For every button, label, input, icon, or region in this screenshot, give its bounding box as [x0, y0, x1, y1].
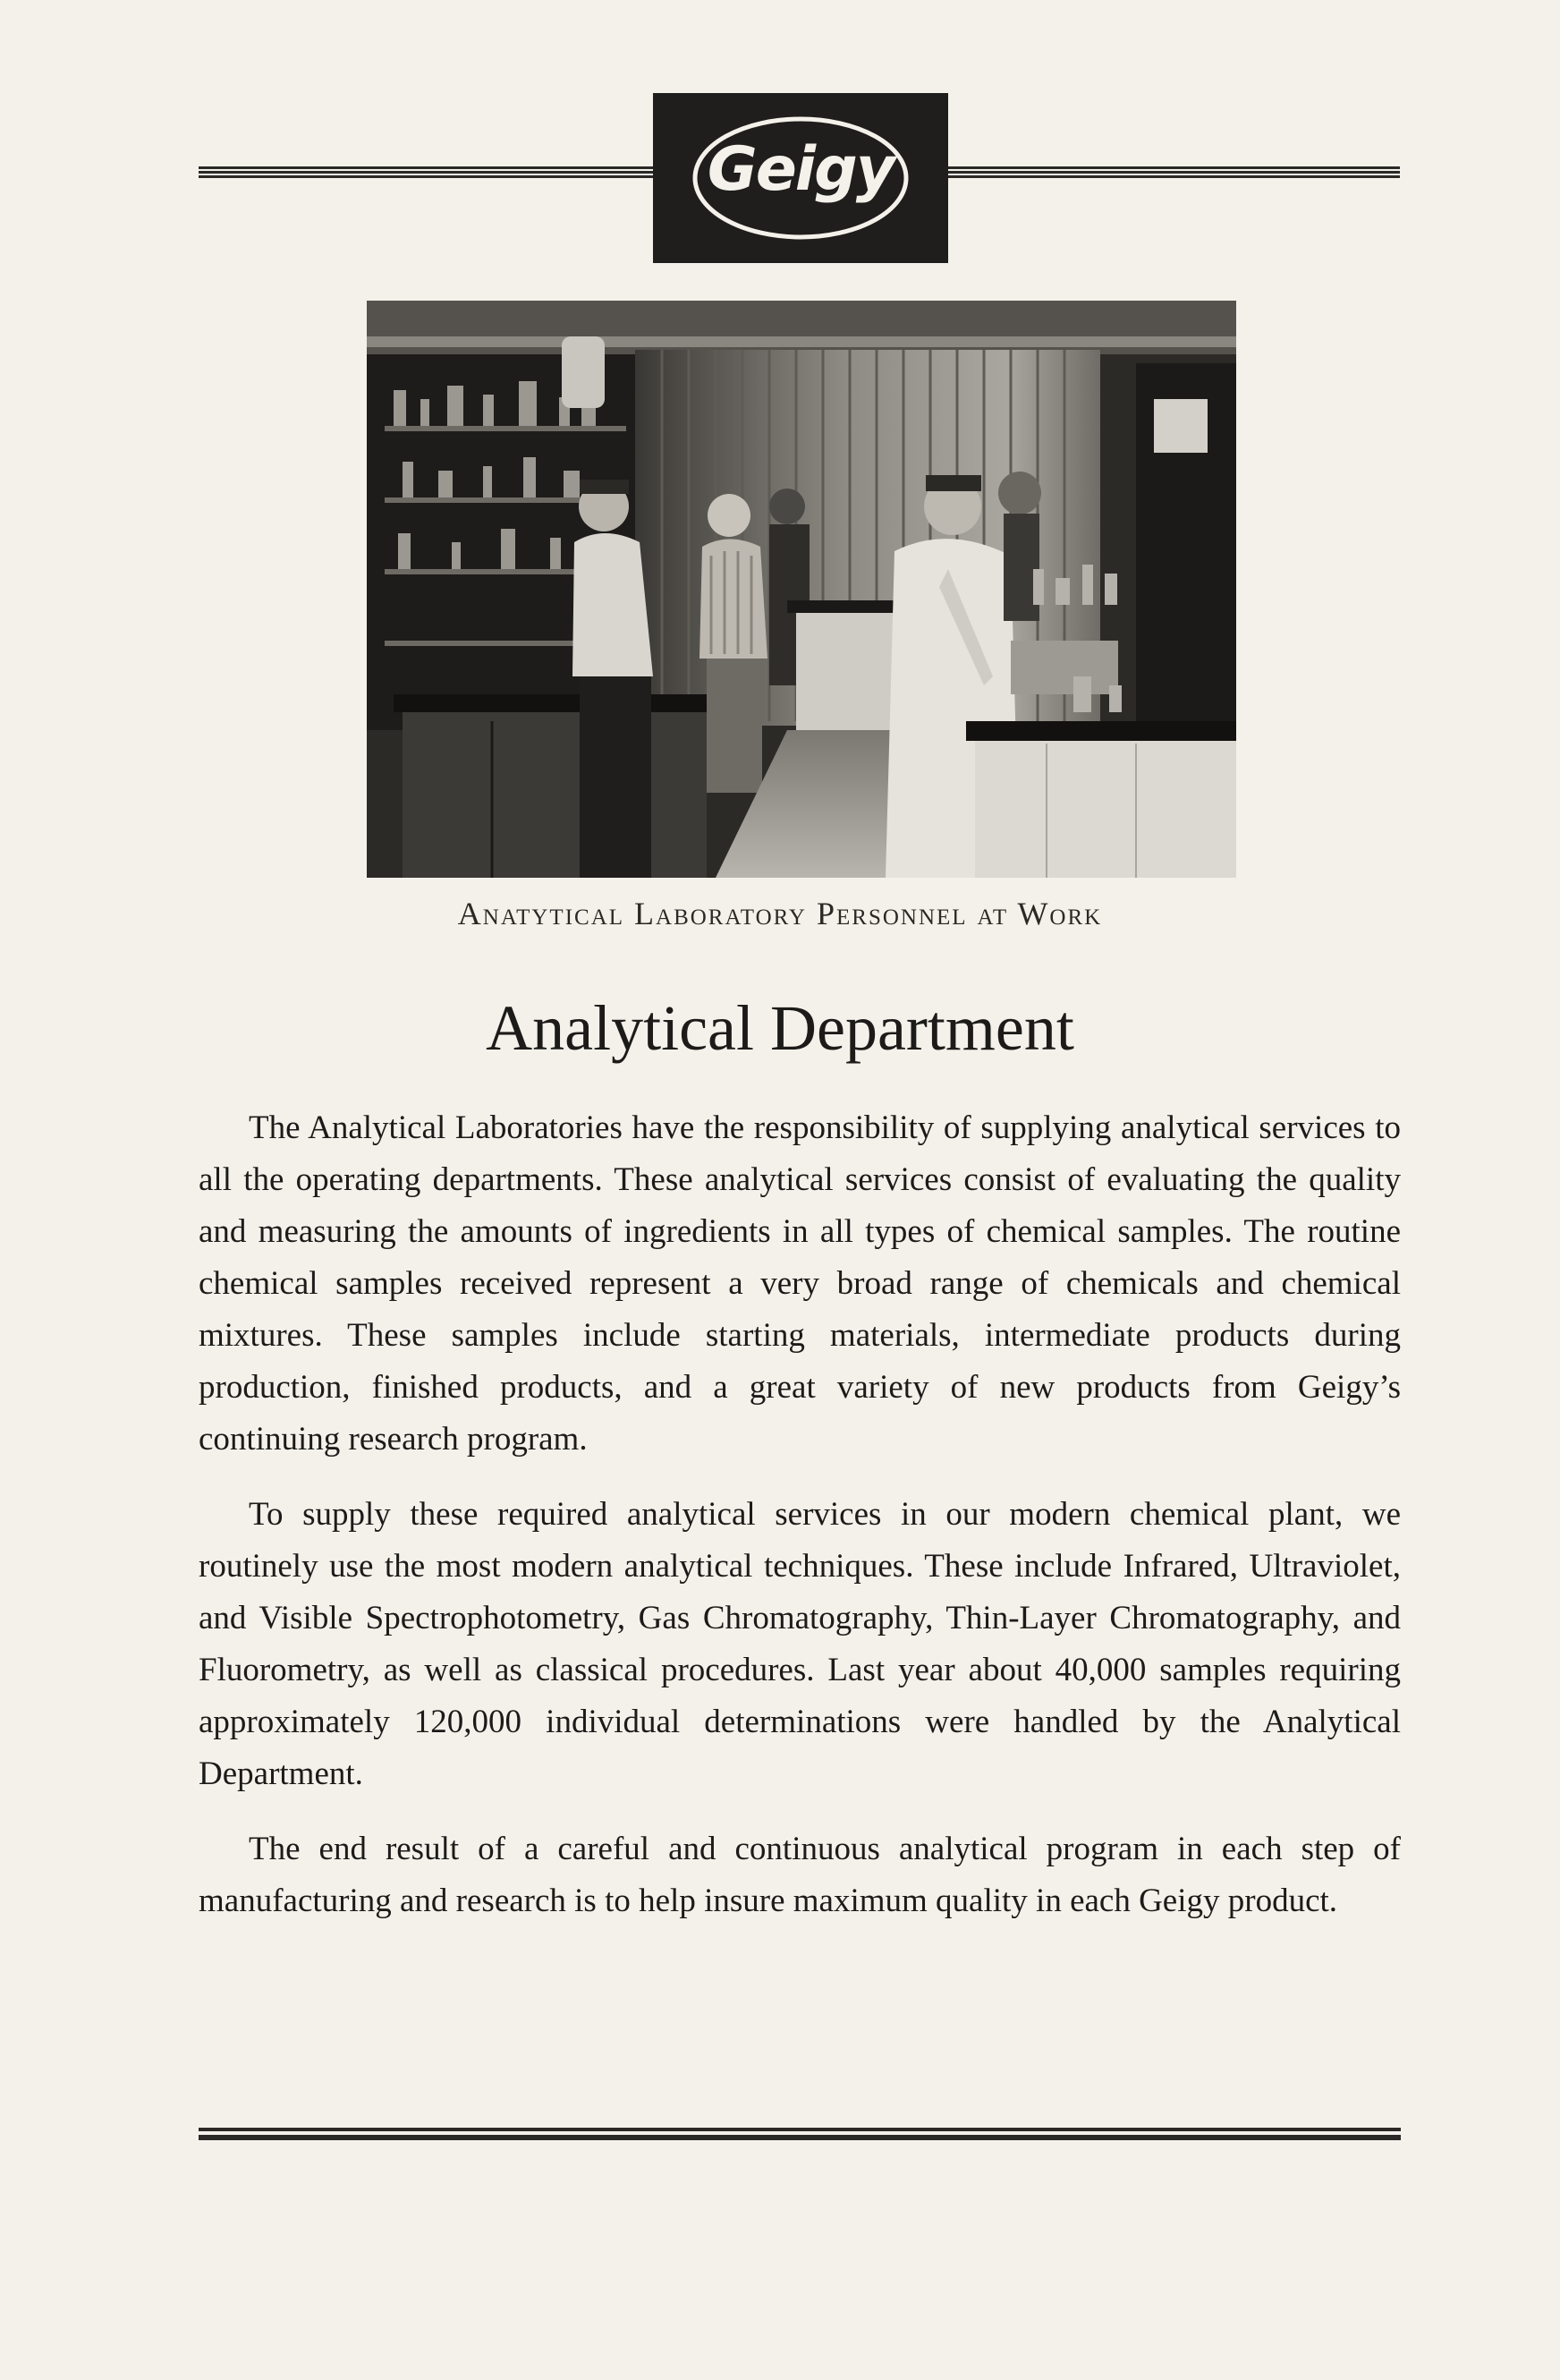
- header-rule-left: [199, 166, 653, 179]
- logo-text: Geigy: [707, 134, 894, 205]
- paragraph-3: The end result of a careful and continuous analytical program in each step of manufacturing and research is to help insure maximum quality in each Geigy product.: [199, 1831, 1401, 1919]
- paragraph-2: To supply these required analytical services in our modern chemical plant, we routinely use the most modern analytical techniques. These include Infrared, Ultraviolet, and Visible Spectrophotometry, Gas Chromatography, Thin-Layer Chromatography, and Fluorometry, as well as classical procedures. Last year about 40,000 samples requiring approximately 120,000 individual determinations were handled by the Analytical Department.: [199, 1496, 1401, 1792]
- paragraph-1: The Analytical Laboratories have the responsibility of supplying analytical services to all the operating departments. These analytical services consist of evaluating the quality and measuring the amounts of ingredients in all types of chemical samples. The routine chemical samples received represent a very broad range of chemicals and chemical mixtures. These samples include starting materials, intermediate products during production, finished products, and a great variety of new products from Geigy’s continuing research program.: [199, 1109, 1401, 1458]
- footer-rule: [199, 2128, 1401, 2142]
- laboratory-photo: [367, 301, 1236, 878]
- laboratory-photo-icon: [367, 301, 1236, 878]
- photo-caption: Anatytical Laboratory Personnel at Work: [457, 896, 1103, 931]
- page-title: Analytical Department: [486, 992, 1074, 1064]
- header-rule-right: [948, 166, 1400, 179]
- geigy-logo: [653, 93, 948, 263]
